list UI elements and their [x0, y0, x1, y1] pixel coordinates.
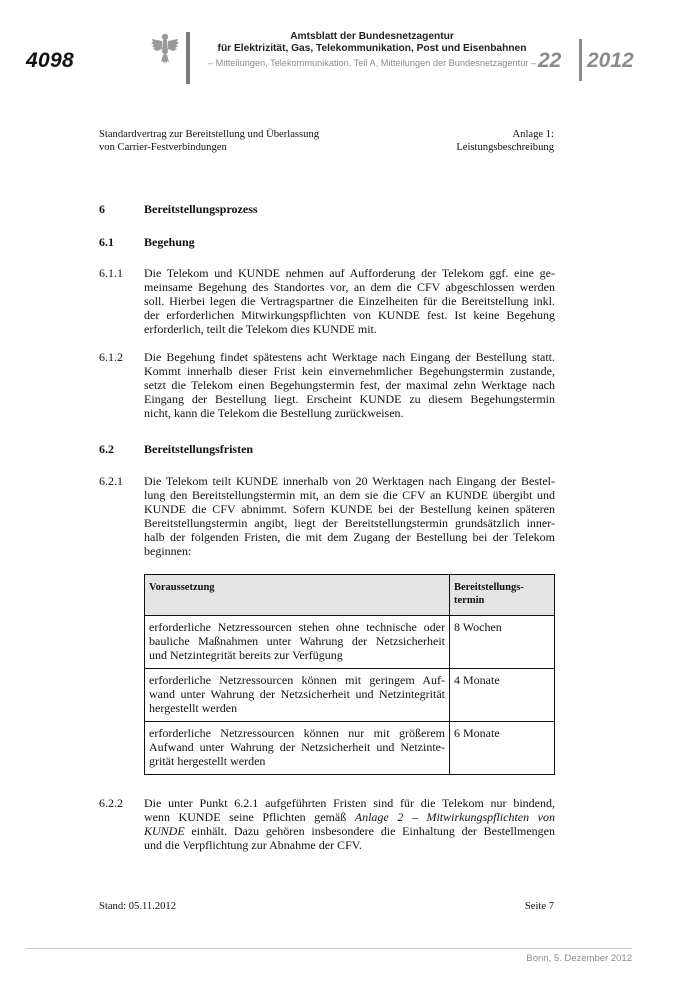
paragraph-line: beginnen: — [144, 544, 192, 558]
table-cell-condition — [145, 616, 450, 669]
cell-line: erforderliche Netzressourcen können mit geringem Auf- — [149, 673, 445, 687]
section-number: 6 — [99, 202, 105, 216]
contract-title — [99, 128, 319, 154]
federal-eagle-icon — [150, 31, 180, 65]
publication-title-line2: für Elektrizität, Gas, Telekommunikation, Post und Eisenbahnen — [217, 43, 527, 54]
paragraph-line: meinsame Begehung des Standortes vor, an dem die CFV abgeschlossen werden — [144, 280, 555, 294]
cell-line: bauliche Maßnahmen unter Wahrung der Netzsicherheit — [149, 634, 445, 648]
paragraph-line: Kommt innerhalb dieser Frist kein einvernehmlicher Begehungstermin zustande, — [144, 364, 555, 378]
table-cell-deadline: 8 Wochen — [450, 616, 555, 669]
paragraph-number: 6.1.1 — [99, 266, 123, 280]
header-divider — [186, 32, 190, 84]
cell-line: grität hergestellt werden — [149, 754, 266, 768]
table-row — [145, 616, 555, 669]
annex-reference: KUNDE — [144, 824, 185, 838]
paragraph-line: nicht, kann die Telekom die Bestellung zurückweisen. — [144, 406, 404, 420]
paragraph-line: Die Telekom und KUNDE nehmen auf Aufforderung der Telekom ggf. eine ge- — [144, 266, 555, 280]
contract-title-line2: von Carrier-Festverbindungen — [99, 142, 227, 153]
publication-title-line1: Amtsblatt der Bundesnetzagentur — [290, 31, 454, 42]
footer-divider — [26, 948, 632, 949]
paragraph-line: Die Begehung findet spätestens acht Werktage nach Eingang der Bestellung statt. — [144, 350, 555, 364]
table-cell-condition — [145, 669, 450, 722]
paragraph-6-1-2 — [99, 350, 555, 420]
page-number: 4098 — [26, 49, 74, 72]
paragraph-line: halb der folgenden Fristen, die mit dem Zugang der Bestellung bei der Telekom — [144, 530, 555, 544]
section-heading-6 — [99, 202, 258, 217]
paragraph-line: erforderlich, teilt die Telekom dies KUNDE mit. — [144, 322, 377, 336]
section-heading-6-2 — [99, 442, 253, 457]
table-header-row — [145, 575, 555, 616]
table-row — [145, 722, 555, 775]
paragraph-number: 6.2.1 — [99, 474, 123, 488]
paragraph-line: setzt die Telekom einen Begehungstermin fest, der maximal zehn Werktage nach — [144, 378, 555, 392]
deadline-table — [144, 574, 555, 775]
publication-date: Bonn, 5. Dezember 2012 — [526, 953, 632, 964]
cell-line: hergestellt werden — [149, 701, 238, 715]
paragraph-text: wenn KUNDE seine Pflichten gemäß — [144, 810, 355, 824]
paragraph-number: 6.2.2 — [99, 796, 123, 810]
publication-title — [196, 31, 548, 55]
table-header-condition: Voraussetzung — [145, 575, 450, 616]
paragraph-line: Bereitstellungstermin angibt, liegt der Bereitstellungstermin grundsätzlich inner- — [144, 516, 555, 530]
paragraph-line: lung den Bereitstellungstermin mit, an dem sie die CFV an KUNDE übergibt und — [144, 488, 555, 502]
cell-line: und Netzintegrität bereits zur Verfügung — [149, 648, 343, 662]
table-cell-deadline: 6 Monate — [450, 722, 555, 775]
contract-title-line1: Standardvertrag zur Bereitstellung und Überlassung — [99, 129, 320, 140]
section-title: Begehung — [144, 235, 195, 249]
paragraph-6-2-1 — [99, 474, 555, 558]
cell-line: erforderliche Netzressourcen stehen ohne technische oder — [149, 620, 445, 634]
document-status-date: Stand: 05.11.2012 — [99, 901, 177, 912]
cell-line: wand unter Wahrung der Netzsicherheit und Netzintegrität — [149, 687, 445, 701]
table-header-deadline-line2: termin — [454, 595, 485, 606]
annex-title-line2: Leistungsbeschreibung — [456, 142, 554, 153]
issue-divider — [579, 39, 582, 81]
paragraph-line: Eingang der Bestellung liegt. Erscheint KUNDE zu diesem Begehungstermin — [144, 392, 555, 406]
annex-title-line1: Anlage 1: — [512, 129, 554, 140]
paragraph-line: KUNDE die CFV abnimmt. Sofern KUNDE bei der Bestellung keinen späteren — [144, 502, 555, 516]
paragraph-6-2-2 — [99, 796, 555, 852]
paragraph-line: soll. Hierbei legen die Vertragspartner die Einzelheiten für die Bereitstellung inkl. — [144, 294, 555, 308]
table-header-deadline-line1: Bereitstellungs- — [454, 582, 524, 593]
paragraph-line — [144, 824, 555, 838]
paragraph-line: der erforderlichen Mitwirkungspflichten von KUNDE fest. Ist keine Begehung — [144, 308, 555, 322]
section-title: Bereitstellungsfristen — [144, 442, 254, 456]
issue-year: 2012 — [587, 49, 634, 72]
cell-line: erforderliche Netzressourcen können nur mit größerem — [149, 726, 445, 740]
publication-subtitle: – Mitteilungen, Telekommunikation, Teil A, Mitteilungen der Bundesnetzagentur – — [207, 58, 537, 68]
section-number: 6.2 — [99, 442, 114, 456]
table-cell-deadline: 4 Monate — [450, 669, 555, 722]
section-title: Bereitstellungsprozess — [144, 202, 258, 216]
table-cell-condition — [145, 722, 450, 775]
section-heading-6-1 — [99, 235, 195, 250]
paragraph-text: einhält. Dazu gehören insbesondere die Einhaltung der Bestellmengen — [184, 824, 555, 838]
cell-line: Aufwand unter Wahrung der Netzsicherheit und Netzinte- — [149, 740, 445, 754]
table-header-deadline — [450, 575, 555, 616]
document-page-number: Seite 7 — [524, 901, 554, 912]
paragraph-line: Die Telekom teilt KUNDE innerhalb von 20 Werktagen nach Eingang der Bestel- — [144, 474, 555, 488]
paragraph-number: 6.1.2 — [99, 350, 123, 364]
issue-number: 22 — [538, 49, 562, 72]
annex-title — [456, 128, 554, 154]
paragraph-6-1-1 — [99, 266, 555, 336]
paragraph-line — [144, 810, 555, 824]
paragraph-line: Die unter Punkt 6.2.1 aufgeführten Fristen sind für die Telekom nur bindend, — [144, 796, 555, 810]
section-number: 6.1 — [99, 235, 114, 249]
table-row — [145, 669, 555, 722]
annex-reference: Anlage 2 – Mitwirkungspflichten von — [354, 810, 555, 824]
paragraph-line: und die Verpflichtung zur Abnahme der CFV. — [144, 838, 362, 852]
